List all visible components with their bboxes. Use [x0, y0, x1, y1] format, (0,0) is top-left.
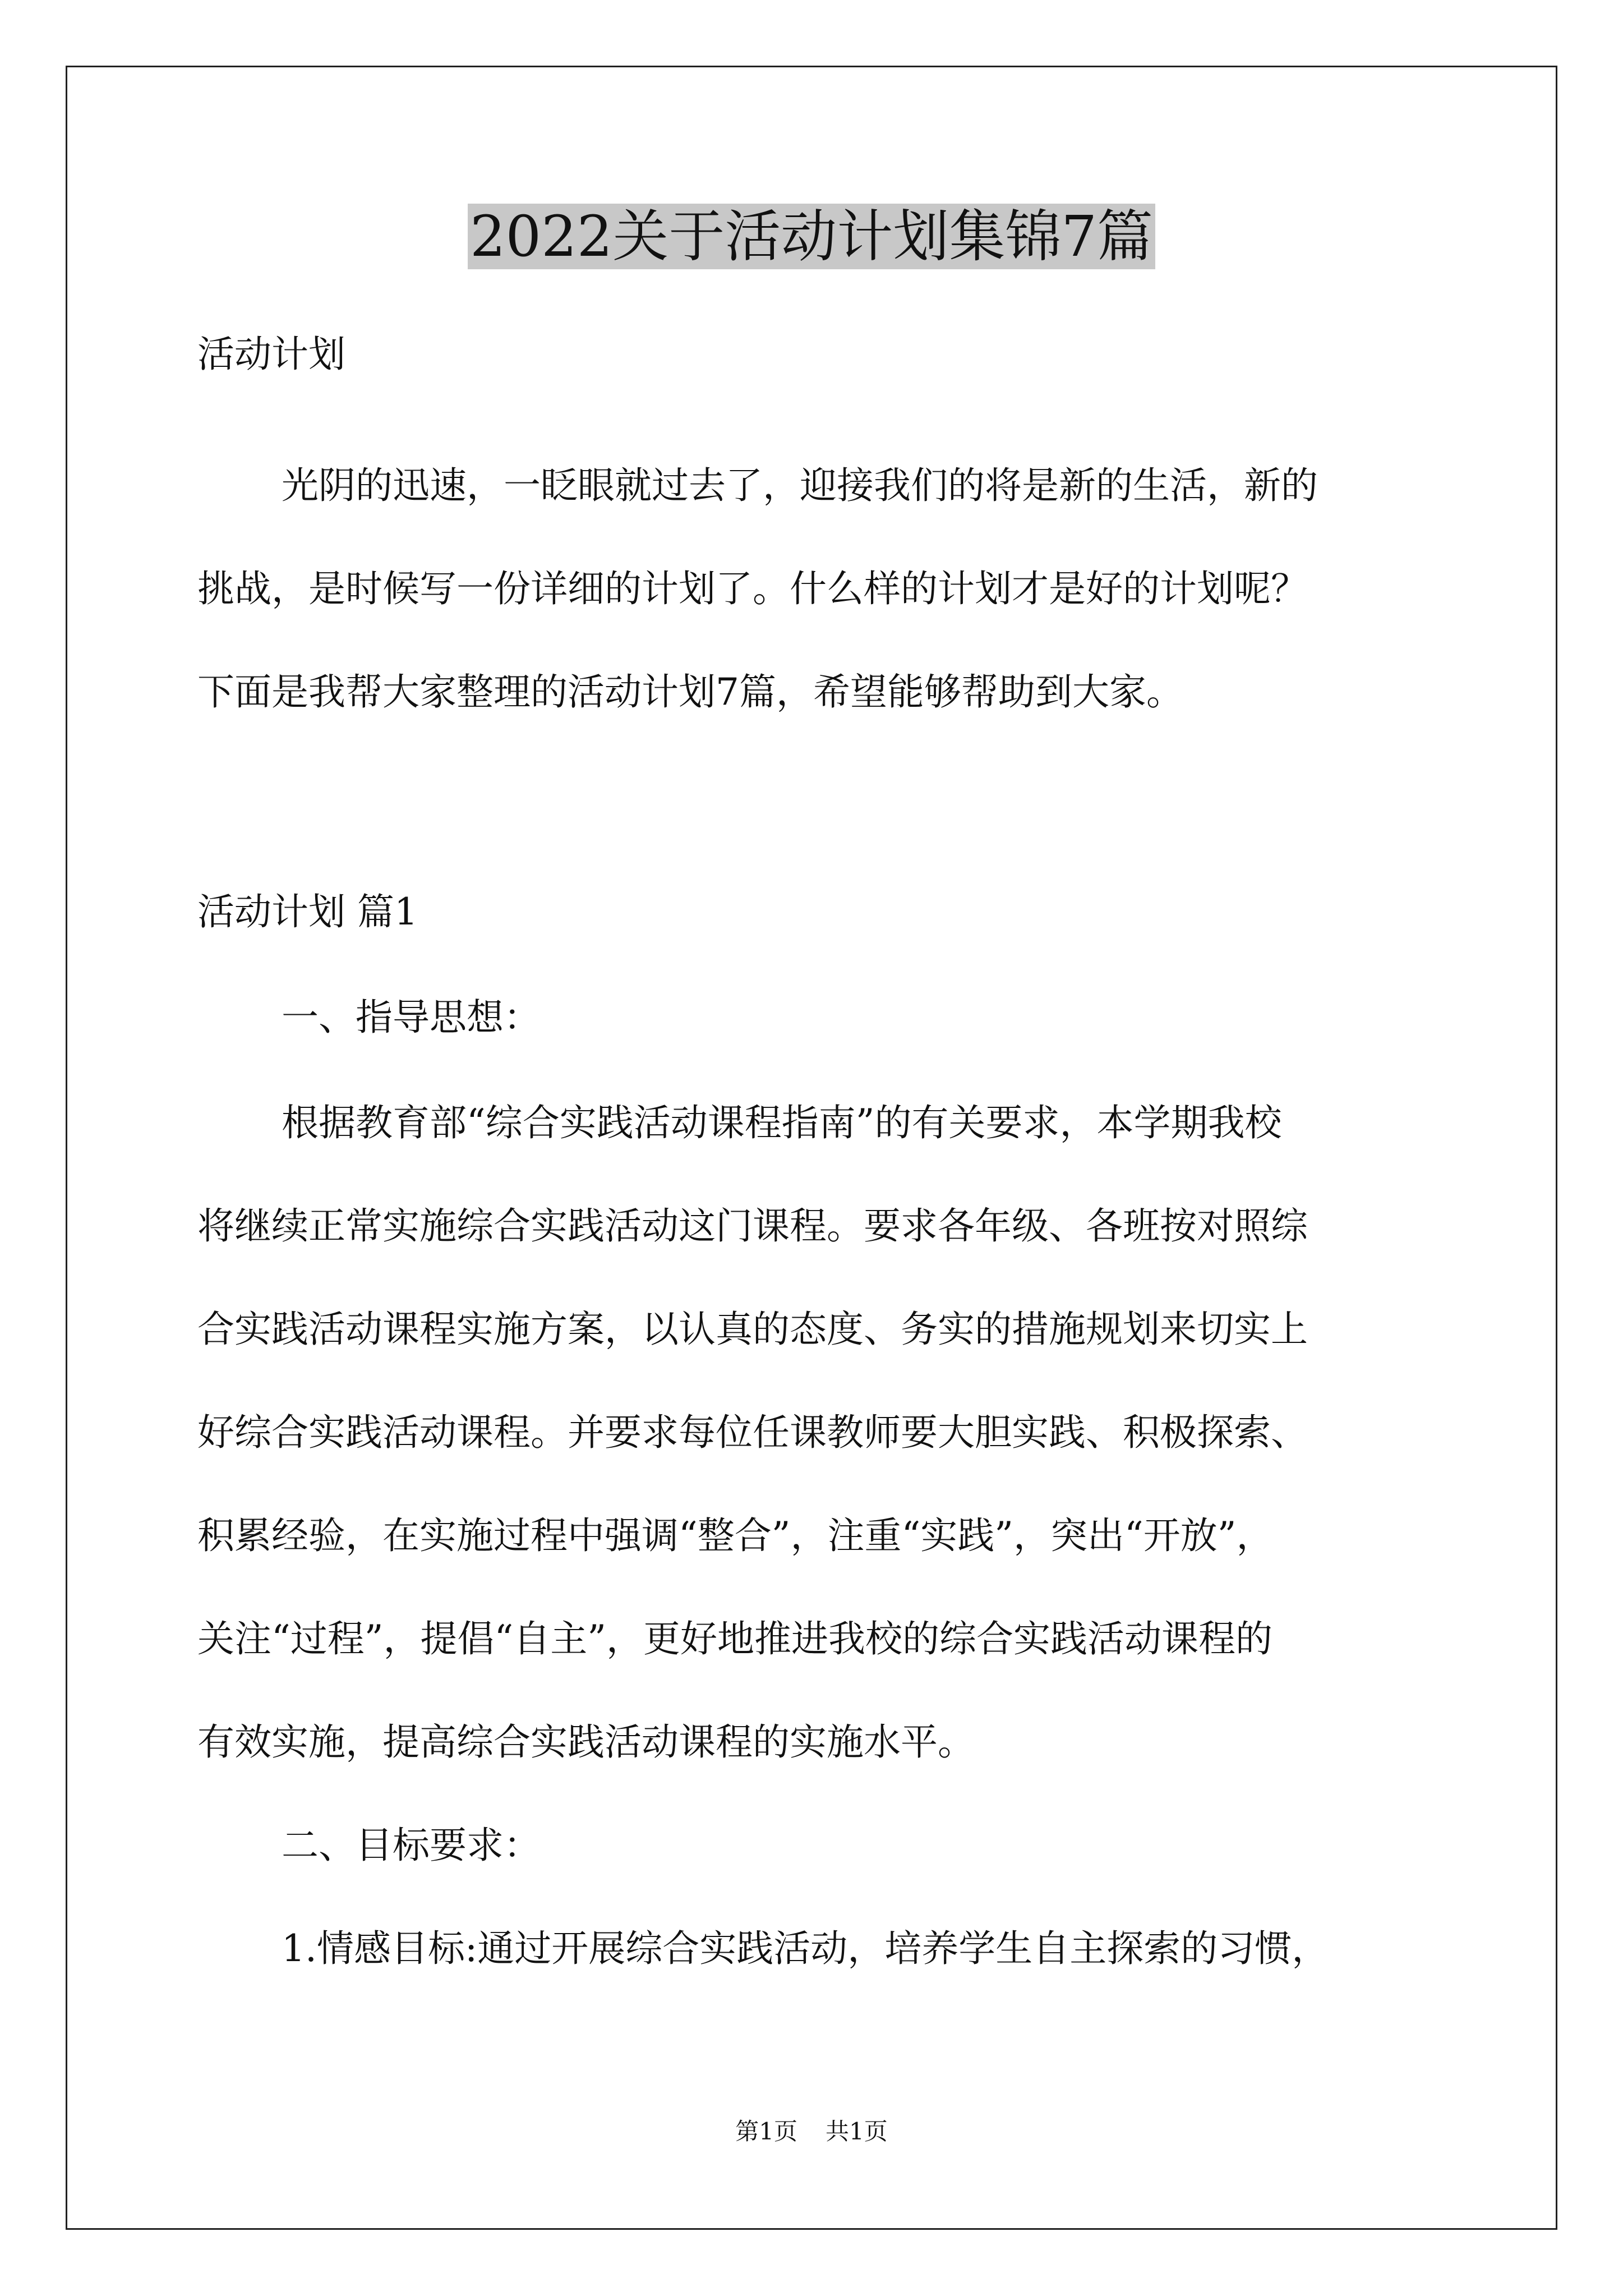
section-heading: 活动计划 篇1 [197, 890, 418, 933]
page-number: 第1页 [735, 2118, 797, 2145]
body-line-3: 合实践活动课程实施方案，以认真的态度、务实的措施规划来切实上 [197, 1308, 1308, 1351]
intro-heading: 活动计划 [197, 333, 345, 376]
title-text: 2022关于活动计划集锦7篇 [468, 204, 1155, 269]
body-line-1: 根据教育部“综合实践活动课程指南”的有关要求，本学期我校 [282, 1101, 1282, 1144]
body-line-6: 关注“过程”，提倡“自主”，更好地推进我校的综合实践活动课程的 [197, 1617, 1272, 1660]
body-line-5: 积累经验，在实施过程中强调“整合”，注重“实践”，突出“开放”， [197, 1514, 1274, 1557]
intro-line-2: 挑战，是时候写一份详细的计划了。什么样的计划才是好的计划呢？ [197, 567, 1308, 610]
page-total: 共1页 [826, 2118, 888, 2145]
body-line-7: 有效实施，提高综合实践活动课程的实施水平。 [197, 1720, 975, 1764]
subheading-goals: 二、目标要求： [282, 1824, 541, 1867]
goal-item-1: 1.情感目标:通过开展综合实践活动，培养学生自主探索的习惯， [282, 1927, 1329, 1970]
intro-line-1: 光阴的迅速，一眨眼就过去了，迎接我们的将是新的生活，新的 [282, 464, 1318, 507]
document-title [0, 197, 1623, 276]
intro-line-3: 下面是我帮大家整理的活动计划7篇，希望能够帮助到大家。 [197, 670, 1183, 714]
body-line-4: 好综合实践活动课程。并要求每位任课教师要大胆实践、积极探索、 [197, 1411, 1308, 1454]
page-footer [0, 2115, 1623, 2148]
body-line-2: 将继续正常实施综合实践活动这门课程。要求各年级、各班按对照综 [197, 1204, 1308, 1248]
subheading-guiding-idea: 一、指导思想： [282, 996, 541, 1039]
